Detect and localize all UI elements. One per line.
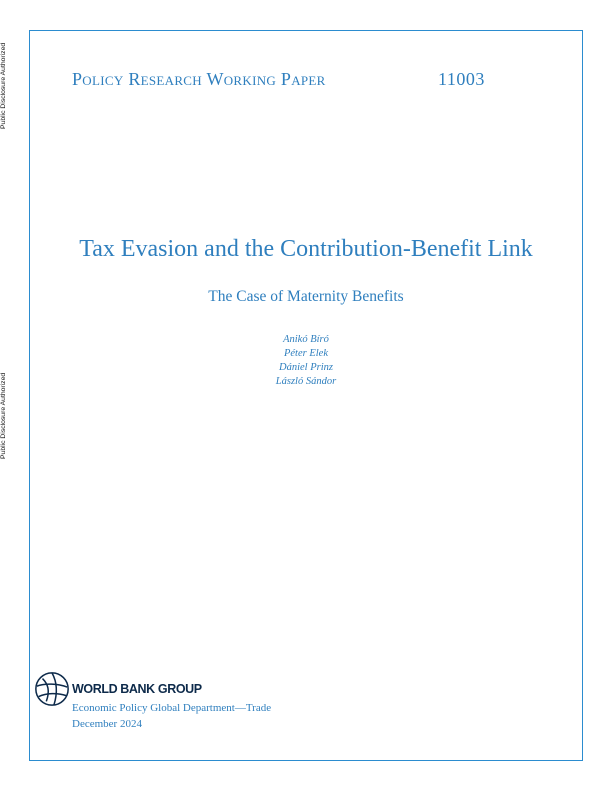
author-name: Anikó Bíró: [283, 334, 329, 345]
author-list: [29, 333, 583, 389]
department-name: Economic Policy Global Department—Trade: [72, 702, 272, 714]
paper-number: 11003: [438, 69, 485, 89]
series-name: Policy Research Working Paper: [72, 69, 326, 89]
disclosure-label-top: Public Disclosure Authorized: [0, 42, 7, 129]
author-name: László Sándor: [275, 376, 337, 387]
paper-subtitle: The Case of Maternity Benefits: [208, 288, 404, 305]
cover-frame: [29, 30, 583, 761]
paper-title: Tax Evasion and the Contribution-Benefit Link: [79, 236, 533, 262]
author-name: Dániel Prinz: [279, 362, 333, 373]
publication-date: December 2024: [72, 718, 142, 730]
organization-name: WORLD BANK GROUP: [72, 682, 202, 696]
disclosure-label-middle: Public Disclosure Authorized: [0, 372, 7, 460]
author-name: Péter Elek: [283, 348, 328, 359]
world-bank-globe-icon: [33, 670, 71, 708]
